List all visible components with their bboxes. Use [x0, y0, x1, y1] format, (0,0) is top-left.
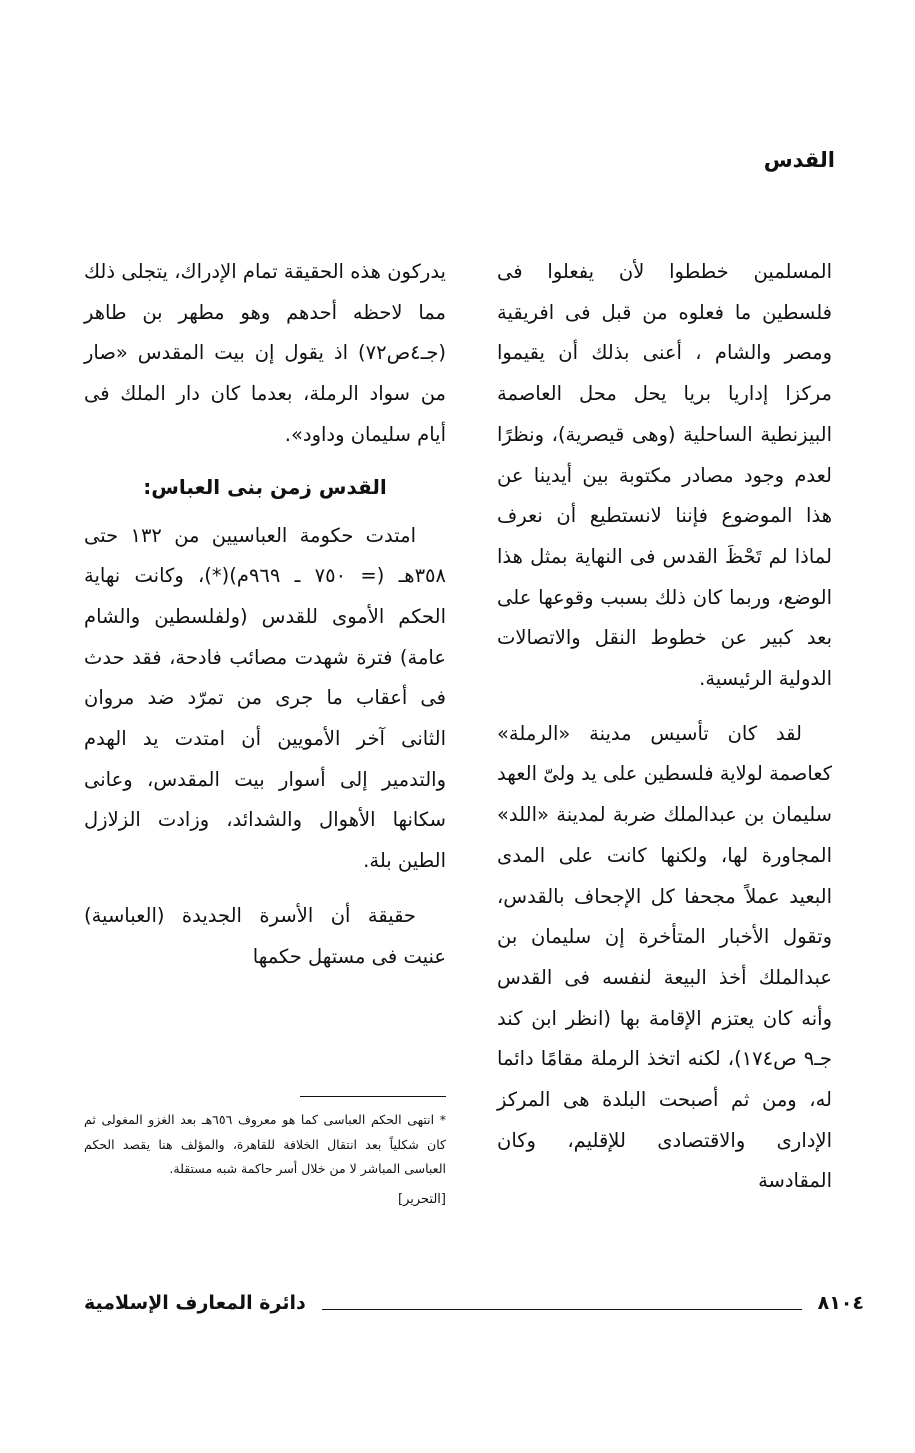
paragraph: امتدت حكومة العباسيين من ١٣٢ حتى ٣٥٨هـ (= ٧٥٠ ـ ٩٦٩م)(*)، وكانت نهاية الحكم الأموى للقدس (ولفلسطين والشام عامة) فترة شهدت مصائب فادحة، فقد حدث فى أعقاب ما جرى من تمرّد ضد مروان الثانى آخر الأمويين أن امتدت يد الهدم والتدمير إلى أسوار بيت المقدس، وعانى سكانها الأهوال والشدائد، وزادت الزلازل الطين بلة.	[84, 523, 446, 873]
paragraph: المسلمين خططوا لأن يفعلوا فى فلسطين ما فعلوه من قبل فى افريقية ومصر والشام ، أعنى بذلك أن يقيموا مركزا إداريا بريا يحل محل العاصمة البيزنطية الساحلية (وهى قيصرية)، ونظرًا لعدم وجود مصادر مكتوبة بين أيدينا عن هذا الموضوع فإننا لانستطيع أن نعرف لماذا لم تَحْظَ القدس فى النهاية بمثل هذا الوضع، وربما كان ذلك بسبب وقوعها على بعد كبير عن خطوط النقل والاتصالات الدولية الرئيسية.	[497, 260, 832, 691]
running-head: القدس	[763, 148, 835, 172]
footer-divider	[322, 1309, 802, 1310]
paragraph: لقد كان تأسيس مدينة «الرملة» كعاصمة لولاية فلسطين على يد ولىّ العهد سليمان بن عبدالملك ضربة لمدينة «اللد» المجاورة لها، ولكنها كانت على المدى البعيد عملاً مجحفا كل الإجحاف بالقدس، وتقول الأخبار المتأخرة إن سليمان بن عبدالملك أخذ البيعة لنفسه فى القدس وأنه كان يعتزم الإقامة بها (انظر ابن كند جـ٩ ص١٧٤)، لكنه اتخذ الرملة مقامًا دائما له، ومن ثم أصبحت البلدة هى المركز الإدارى والاقتصادى للإقليم، وكان المقادسة	[497, 721, 832, 1193]
footer-title: دائرة المعارف الإسلامية	[84, 1292, 306, 1314]
right-column	[497, 252, 832, 1202]
page-number: ٨١٠٤	[817, 1292, 864, 1314]
footnote-divider	[300, 1096, 446, 1097]
footnote-credit: [التحرير]	[398, 1191, 446, 1207]
paragraph: يدركون هذه الحقيقة تمام الإدراك، يتجلى ذلك مما لاحظه أحدهم وهو مطهر بن طاهر (جـ٤ص٧٢) اذ يقول إن بيت المقدس «صار من سواد الرملة، بعدما كان دار الملك فى أيام سليمان وداود».	[84, 260, 446, 446]
footnote	[84, 1108, 446, 1212]
paragraph: حقيقة أن الأسرة الجديدة (العباسية) عنيت فى مستهل حكمها	[84, 903, 446, 968]
left-column	[84, 252, 446, 977]
page-footer	[84, 1292, 864, 1326]
section-heading: القدس زمن بنى العباس:	[143, 474, 387, 499]
footnote-text: * انتهى الحكم العباسى كما هو معروف ٦٥٦هـ بعد الغزو المغولى ثم كان شكلياً بعد انتقال الخلافة للقاهرة، والمؤلف هنا يقصد الحكم العباسى المباشر لا من خلال أسر حاكمة شبه مستقلة.	[84, 1112, 446, 1176]
